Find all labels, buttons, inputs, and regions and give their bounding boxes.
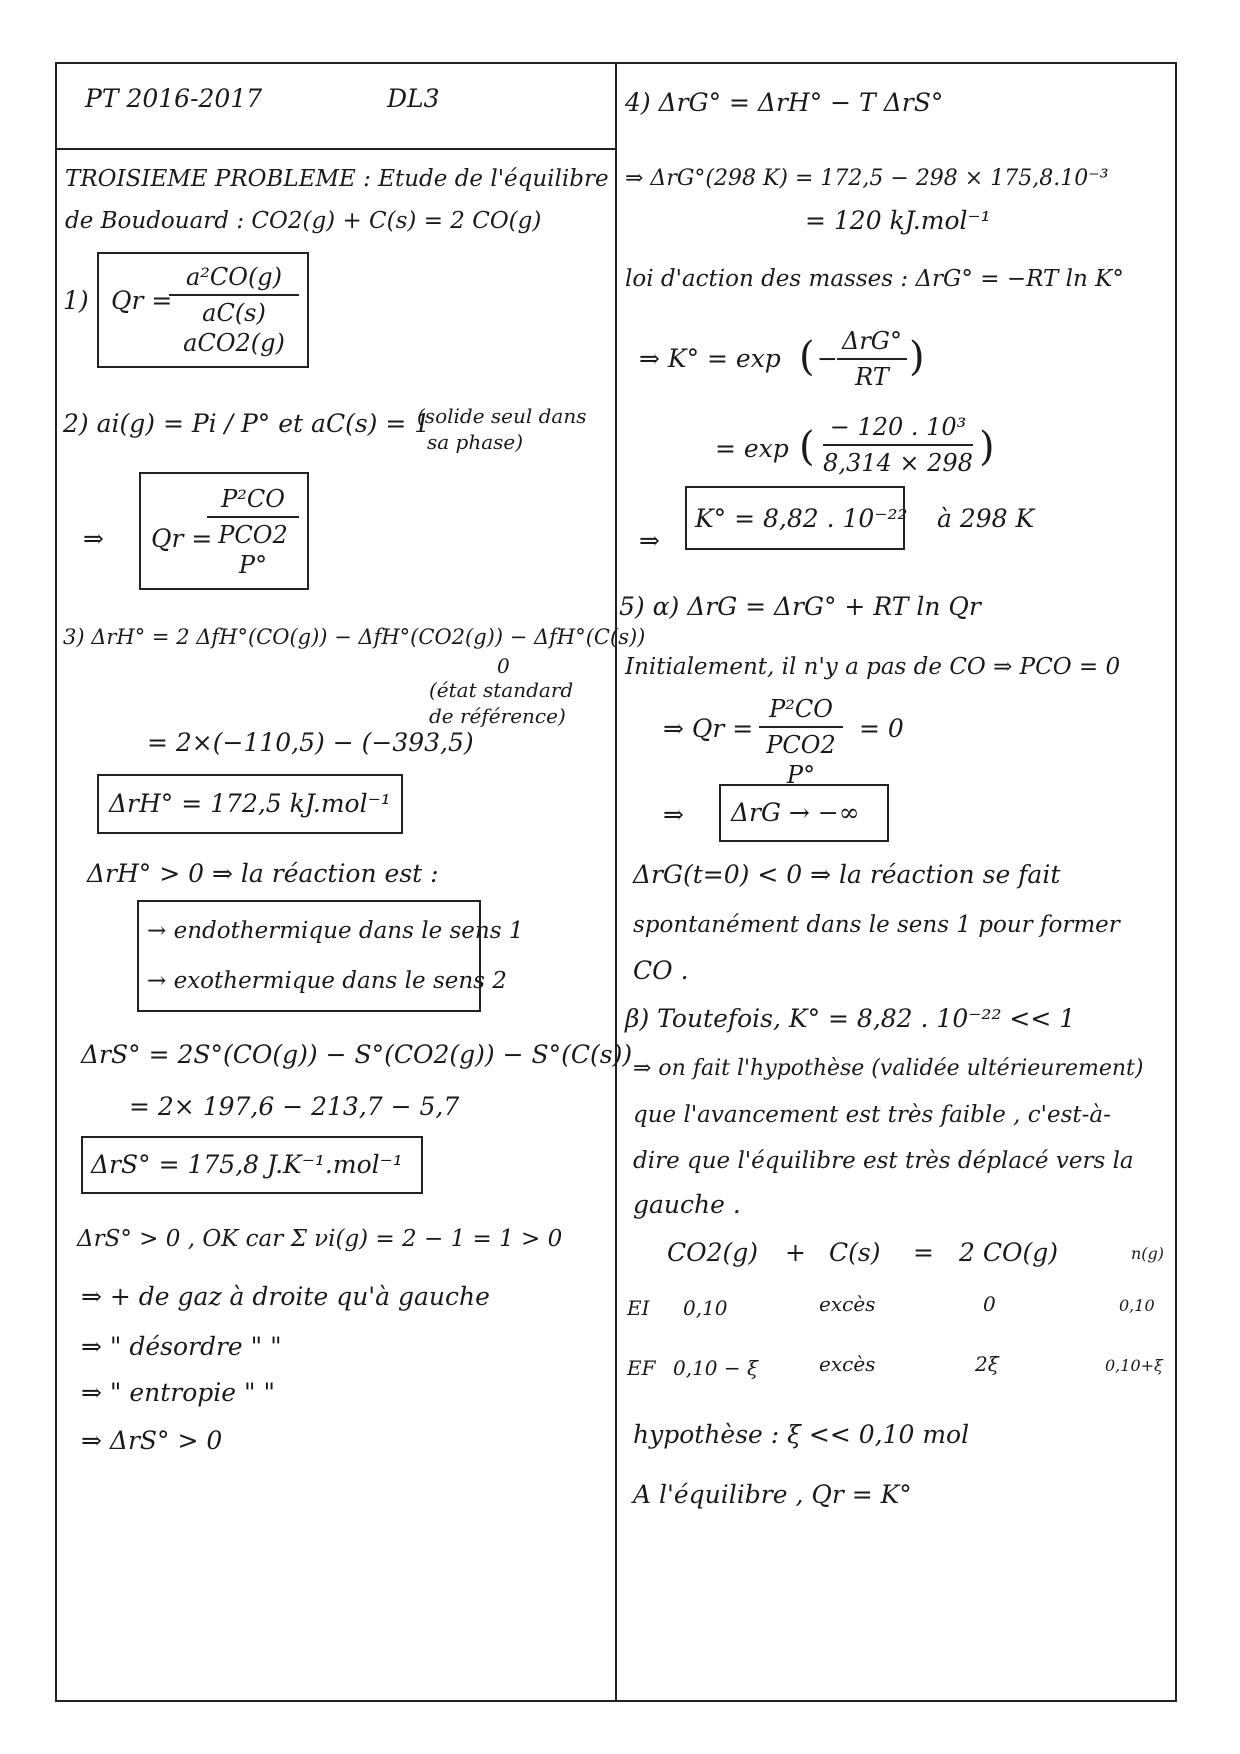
q3-conclusion: ⇒ ΔrS° > 0 [81,1426,223,1455]
q1-lhs: Qr = [111,286,173,315]
q5a-q-rhs: = 0 [859,714,904,743]
q5a-sign-line1: ΔrG(t=0) < 0 ⇒ la réaction se fait [633,860,1061,889]
q4-exp-lhs: = exp [715,434,789,463]
q5a-q-fraction [759,694,843,790]
q3-zero: 0 [497,654,510,678]
q4-exp-fraction [823,412,973,478]
q3-endothermic: → endothermique dans le sens 1 [147,918,524,944]
q5b-line1: β) Toutefois, K° = 8,82 . 10⁻²² << 1 [625,1004,1076,1033]
q2-note-2: sa phase) [427,430,524,454]
table-head-ngas: n(g) [1131,1244,1165,1263]
table-row-ef-ngas: 0,10+ξ [1105,1356,1163,1375]
table-row-ef-label: EF [627,1356,656,1380]
q5a-q-denominator: PCO2 P° [766,731,836,789]
q4-result: K° = 8,82 . 10⁻²² [695,504,908,533]
header-rule [57,148,615,150]
q4-k-lhs: ⇒ K° = exp [639,344,781,373]
q2-lhs: Qr = [151,524,213,553]
q4-gibbs-calc: ⇒ ΔrG°(298 K) = 172,5 − 298 × 175,8.10⁻³ [625,166,1109,191]
q2-arrow: ⇒ [83,524,104,553]
q1-numerator: a²CO(g) [185,263,283,291]
q3-entropy-sign: ΔrS° > 0 , OK car Σ νi(g) = 2 − 1 = 1 > 0 [77,1226,563,1252]
q5b-line2: ⇒ on fait l'hypothèse (validée ultérieurement) [633,1056,1144,1081]
q4-gibbs-def: 4) ΔrG° = ΔrH° − T ΔrS° [625,88,944,117]
q2-numerator: P²CO [221,485,285,513]
q3-note-2: de référence) [429,704,566,728]
header-assignment: DL3 [387,84,440,113]
q3-enthalpy-def: 3) ΔrH° = 2 ΔfH°(CO(g)) − ΔfH°(CO2(g)) − ΔfH°(C(s)) [63,625,646,649]
table-head-c: C(s) [829,1238,881,1267]
q5a-q-lhs: ⇒ Qr = [663,714,754,743]
table-head-co: 2 CO(g) [959,1238,1058,1267]
q2-text: 2) ai(g) = Pi / P° et aC(s) = 1 [63,409,431,438]
q1-fraction [169,262,299,358]
q5a-gibbs-relation: 5) α) ΔrG = ΔrG° + RT ln Qr [619,592,981,621]
q5b-equilibrium: A l'équilibre , Qr = K° [633,1480,912,1509]
q4-exp-numerator: − 120 . 10³ [829,413,967,441]
q3-disorder: ⇒ " désordre " " [81,1332,282,1361]
q2-denominator: PCO2 P° [218,521,288,579]
q3-entropie: ⇒ " entropie " " [81,1378,275,1407]
problem-subtitle: de Boudouard : CO2(g) + C(s) = 2 CO(g) [65,208,542,234]
table-row-ei-label: EI [627,1296,650,1320]
header-course: PT 2016-2017 [85,84,263,113]
q4-exp-denominator: 8,314 × 298 [823,449,973,477]
q2-fraction [207,484,299,580]
table-row-ei-c: excès [819,1292,876,1316]
table-head-plus: + [785,1238,806,1267]
q4-exp-paren-close: ) [979,424,995,470]
document-sheet [55,62,1177,1702]
q3-enthalpy-calc: = 2×(−110,5) − (−393,5) [147,728,474,757]
q4-k-denominator: RT [855,363,889,391]
q4-mass-action-law: loi d'action des masses : ΔrG° = −RT ln K° [625,266,1124,292]
q4-temperature: à 298 K [937,504,1035,533]
q5b-line3: que l'avancement est très faible , c'est-à- [633,1102,1111,1128]
q3-enthalpy-sign: ΔrH° > 0 ⇒ la réaction est : [87,859,439,888]
table-head-co2: CO2(g) [667,1238,759,1267]
q3-gas-count: ⇒ + de gaz à droite qu'à gauche [81,1282,490,1311]
q5a-initial: Initialement, il n'y a pas de CO ⇒ PCO = 0 [625,654,1121,680]
q4-k-numerator: ΔrG° [842,327,902,355]
column-divider [615,64,617,1700]
q4-exp-paren-open: ( [799,424,815,470]
q4-k-paren-open: ( [799,334,815,380]
q3-entropy-result: ΔrS° = 175,8 J.K⁻¹.mol⁻¹ [91,1150,403,1179]
table-row-ef-c: excès [819,1352,876,1376]
q3-note-1: (état standard [429,678,574,702]
problem-title: TROISIEME PROBLEME : Etude de l'équilibre [65,166,609,192]
q5b-line5: gauche . [633,1190,741,1219]
q5a-box-text: ΔrG → −∞ [731,798,860,827]
q2-note-1: (solide seul dans [417,404,587,428]
q4-k-fraction [837,326,907,392]
q4-k-paren-close: ) [909,334,925,380]
q3-entropy-def: ΔrS° = 2S°(CO(g)) − S°(CO2(g)) − S°(C(s)) [81,1040,633,1069]
q1-label: 1) [63,286,89,315]
q5a-sign-line3: CO . [633,956,689,985]
q5b-hypothesis: hypothèse : ξ << 0,10 mol [633,1420,970,1449]
q4-k-minus: − [817,344,838,373]
q4-result-arrow: ⇒ [639,526,660,555]
q5a-sign-line2: spontanément dans le sens 1 pour former [633,912,1120,938]
q5a-q-numerator: P²CO [769,695,833,723]
table-row-ef-co: 2ξ [975,1352,999,1376]
table-row-ef-co2: 0,10 − ξ [673,1356,759,1380]
q3-enthalpy-result: ΔrH° = 172,5 kJ.mol⁻¹ [109,789,391,818]
q5a-box-arrow: ⇒ [663,800,684,829]
table-row-ei-co: 0 [983,1292,996,1316]
table-head-eq: = [913,1238,934,1267]
q3-exothermic: → exothermique dans le sens 2 [147,968,507,994]
table-row-ei-co2: 0,10 [683,1296,728,1320]
q1-denominator: aC(s) aCO2(g) [183,299,285,357]
table-row-ei-ngas: 0,10 [1119,1296,1155,1315]
q3-entropy-calc: = 2× 197,6 − 213,7 − 5,7 [129,1092,460,1121]
q4-gibbs-value: = 120 kJ.mol⁻¹ [805,206,991,235]
q5b-line4: dire que l'équilibre est très déplacé vers la [633,1148,1134,1174]
